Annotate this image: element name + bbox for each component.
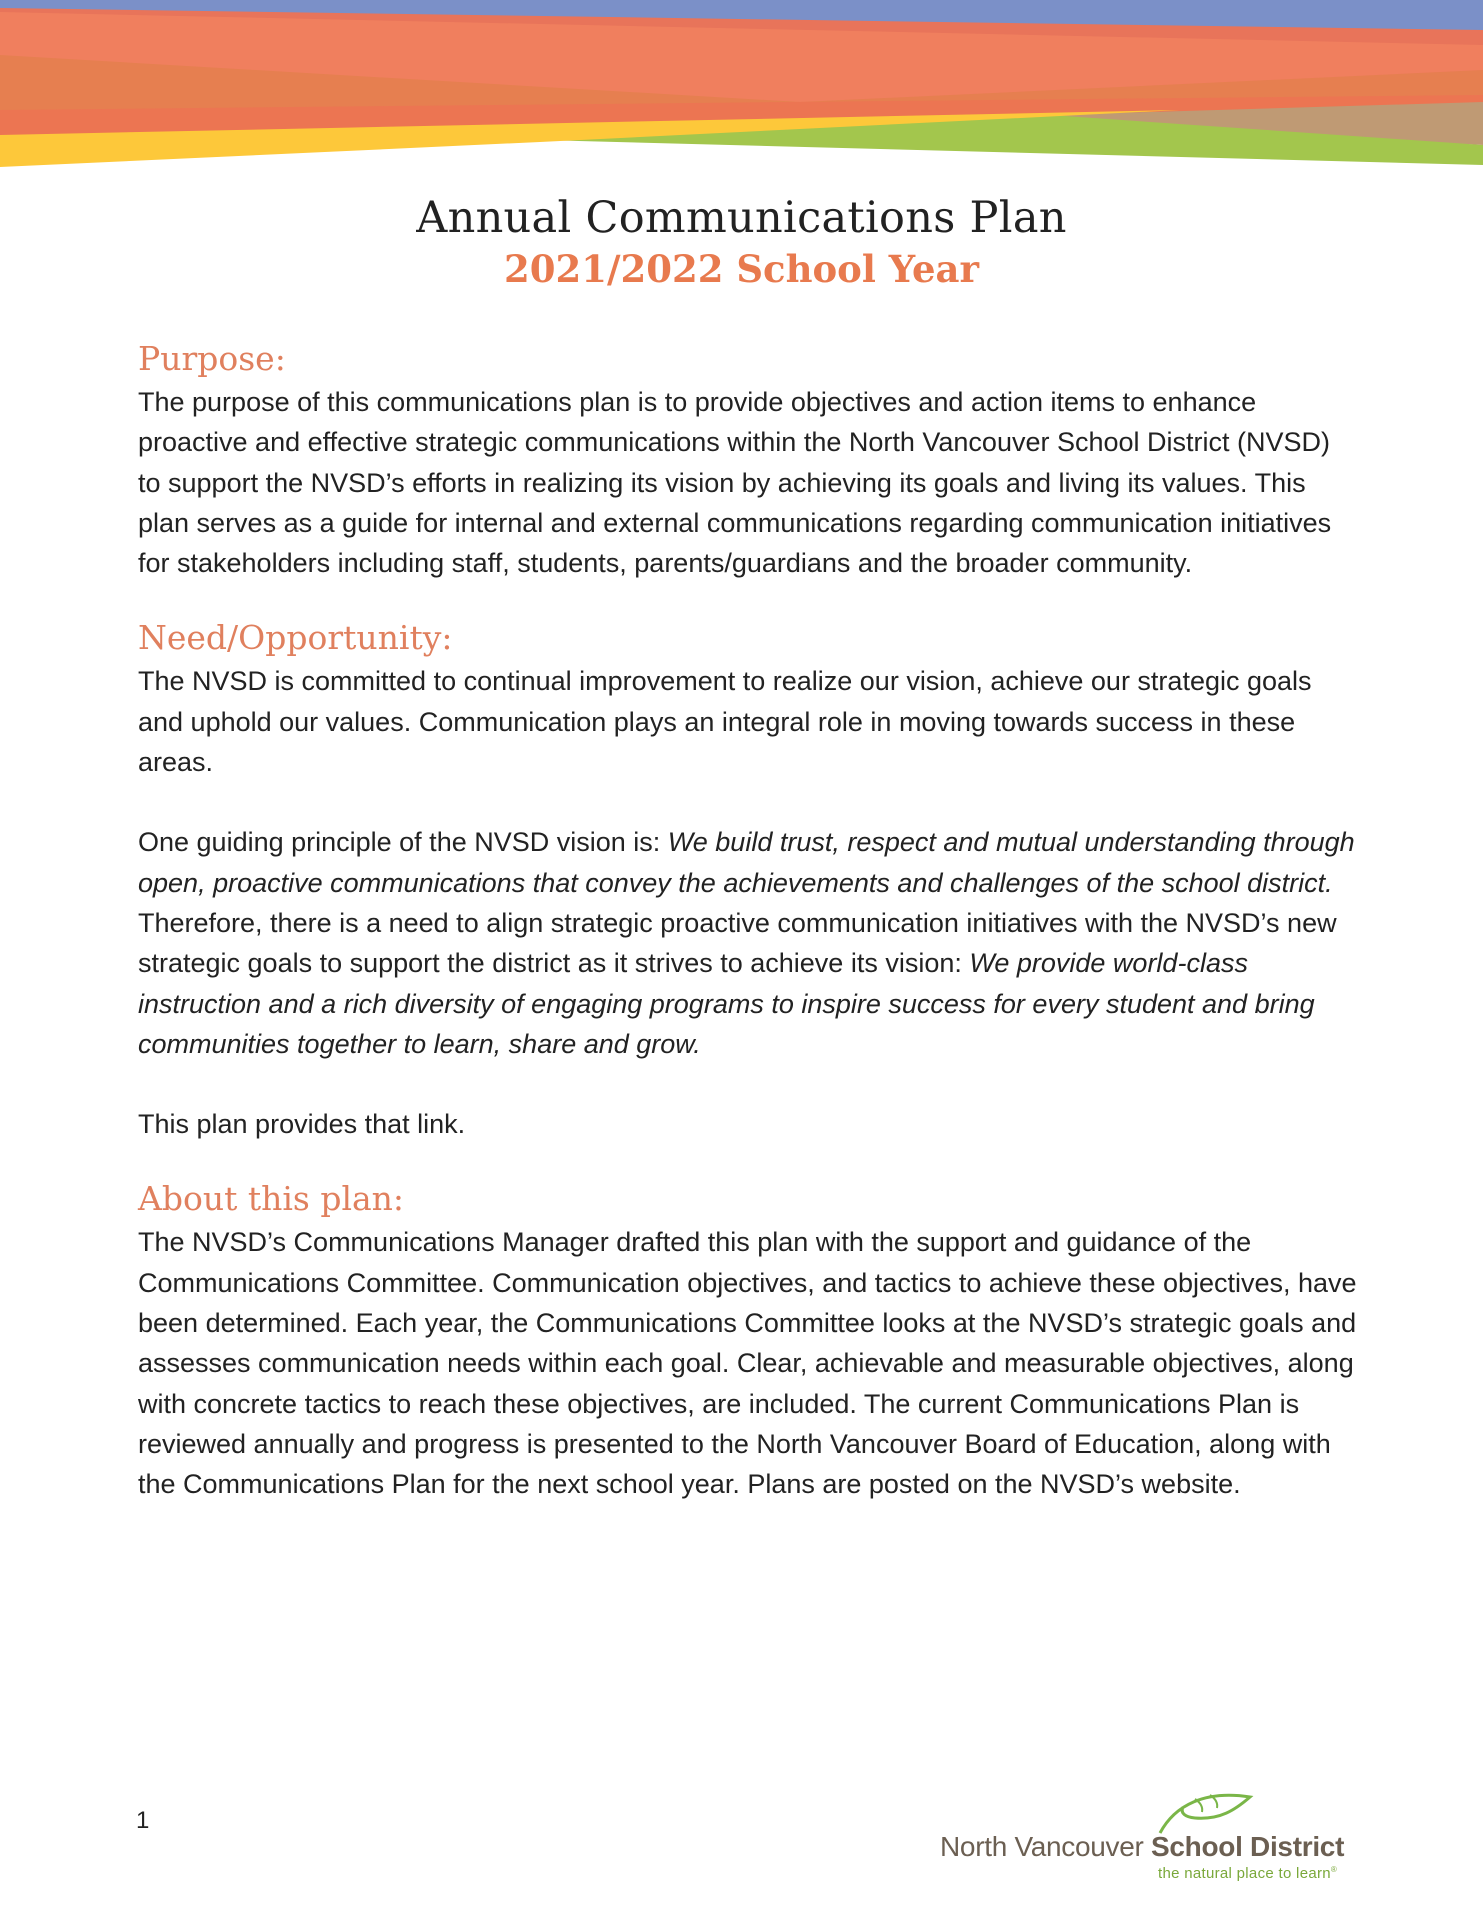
page-number: 1: [136, 1807, 150, 1834]
vision-intro-text: One guiding principle of the NVSD vision is:: [138, 827, 668, 858]
document-body: [138, 336, 1358, 1505]
document-title-block: [0, 192, 1483, 294]
trademark-mark: ®: [1330, 1865, 1338, 1874]
purpose-heading: Purpose:: [138, 339, 286, 378]
need-opportunity-heading: Need/Opportunity:: [138, 618, 453, 658]
vision-middle-text: Therefore, there is a need to align strategic proactive communication initiatives with the NVSD’s new strategic goals to support the district as it strives to achieve its vision:: [138, 907, 1337, 979]
decorative-header-banner: [0, 0, 1483, 170]
district-logo: [930, 1785, 1350, 1885]
need-paragraph-2: [138, 822, 1358, 1064]
need-paragraph-1: The NVSD is committed to continual improvement to realize our vision, achieve our strategic goals and uphold our values. Communication plays an integral role in moving towards success in these areas.: [138, 666, 1312, 778]
logo-tagline: [1158, 1865, 1337, 1882]
about-heading: About this plan:: [138, 1179, 405, 1219]
need-paragraph-3: This plan provides that link.: [138, 1109, 466, 1140]
about-section: [138, 1176, 1358, 1504]
purpose-section: [138, 336, 1358, 583]
logo-bold-text: School District: [1151, 1831, 1345, 1862]
vision-quote-1: We build trust, respect and mutual understanding through open, proactive communications that convey the achievements and challenges of the school district.: [138, 827, 1355, 898]
logo-tagline-text: the natural place to learn: [1158, 1865, 1331, 1882]
vision-quote-2: We provide world-class instruction and a rich diversity of engaging programs to inspire success for every student and bring communities together to learn, share and grow.: [138, 948, 1315, 1059]
need-opportunity-section: [138, 615, 1358, 1144]
purpose-paragraph: The purpose of this communications plan is to provide objectives and action items to enhance proactive and effective strategic communications within the North Vancouver School District (NVSD) to support the NVSD’s efforts in realizing its vision by achieving its goals and living its values. This plan serves as a guide for internal and external communications regarding communication initiatives for stakeholders including staff, students, parents/guardians and the broader community.: [138, 387, 1332, 579]
about-paragraph: The NVSD’s Communications Manager drafted this plan with the support and guidance of the Communications Committee. Communication objectives, and tactics to achieve these objectives, have been determined. Each year, the Communications Committee looks at the NVSD’s strategic goals and assesses communication needs within each goal. Clear, achievable and measurable objectives, along with concrete tactics to reach these objectives, are included. The current Communications Plan is reviewed annually and progress is presented to the North Vancouver Board of Education, along with the Communications Plan for the next school year. Plans are posted on the NVSD’s website.: [138, 1227, 1357, 1500]
logo-regular-text: North Vancouver: [940, 1831, 1152, 1862]
logo-wordmark: [940, 1831, 1344, 1863]
document-subtitle: 2021/2022 School Year: [503, 247, 979, 291]
document-title: Annual Communications Plan: [416, 193, 1067, 243]
leaf-icon: [1155, 1785, 1265, 1835]
